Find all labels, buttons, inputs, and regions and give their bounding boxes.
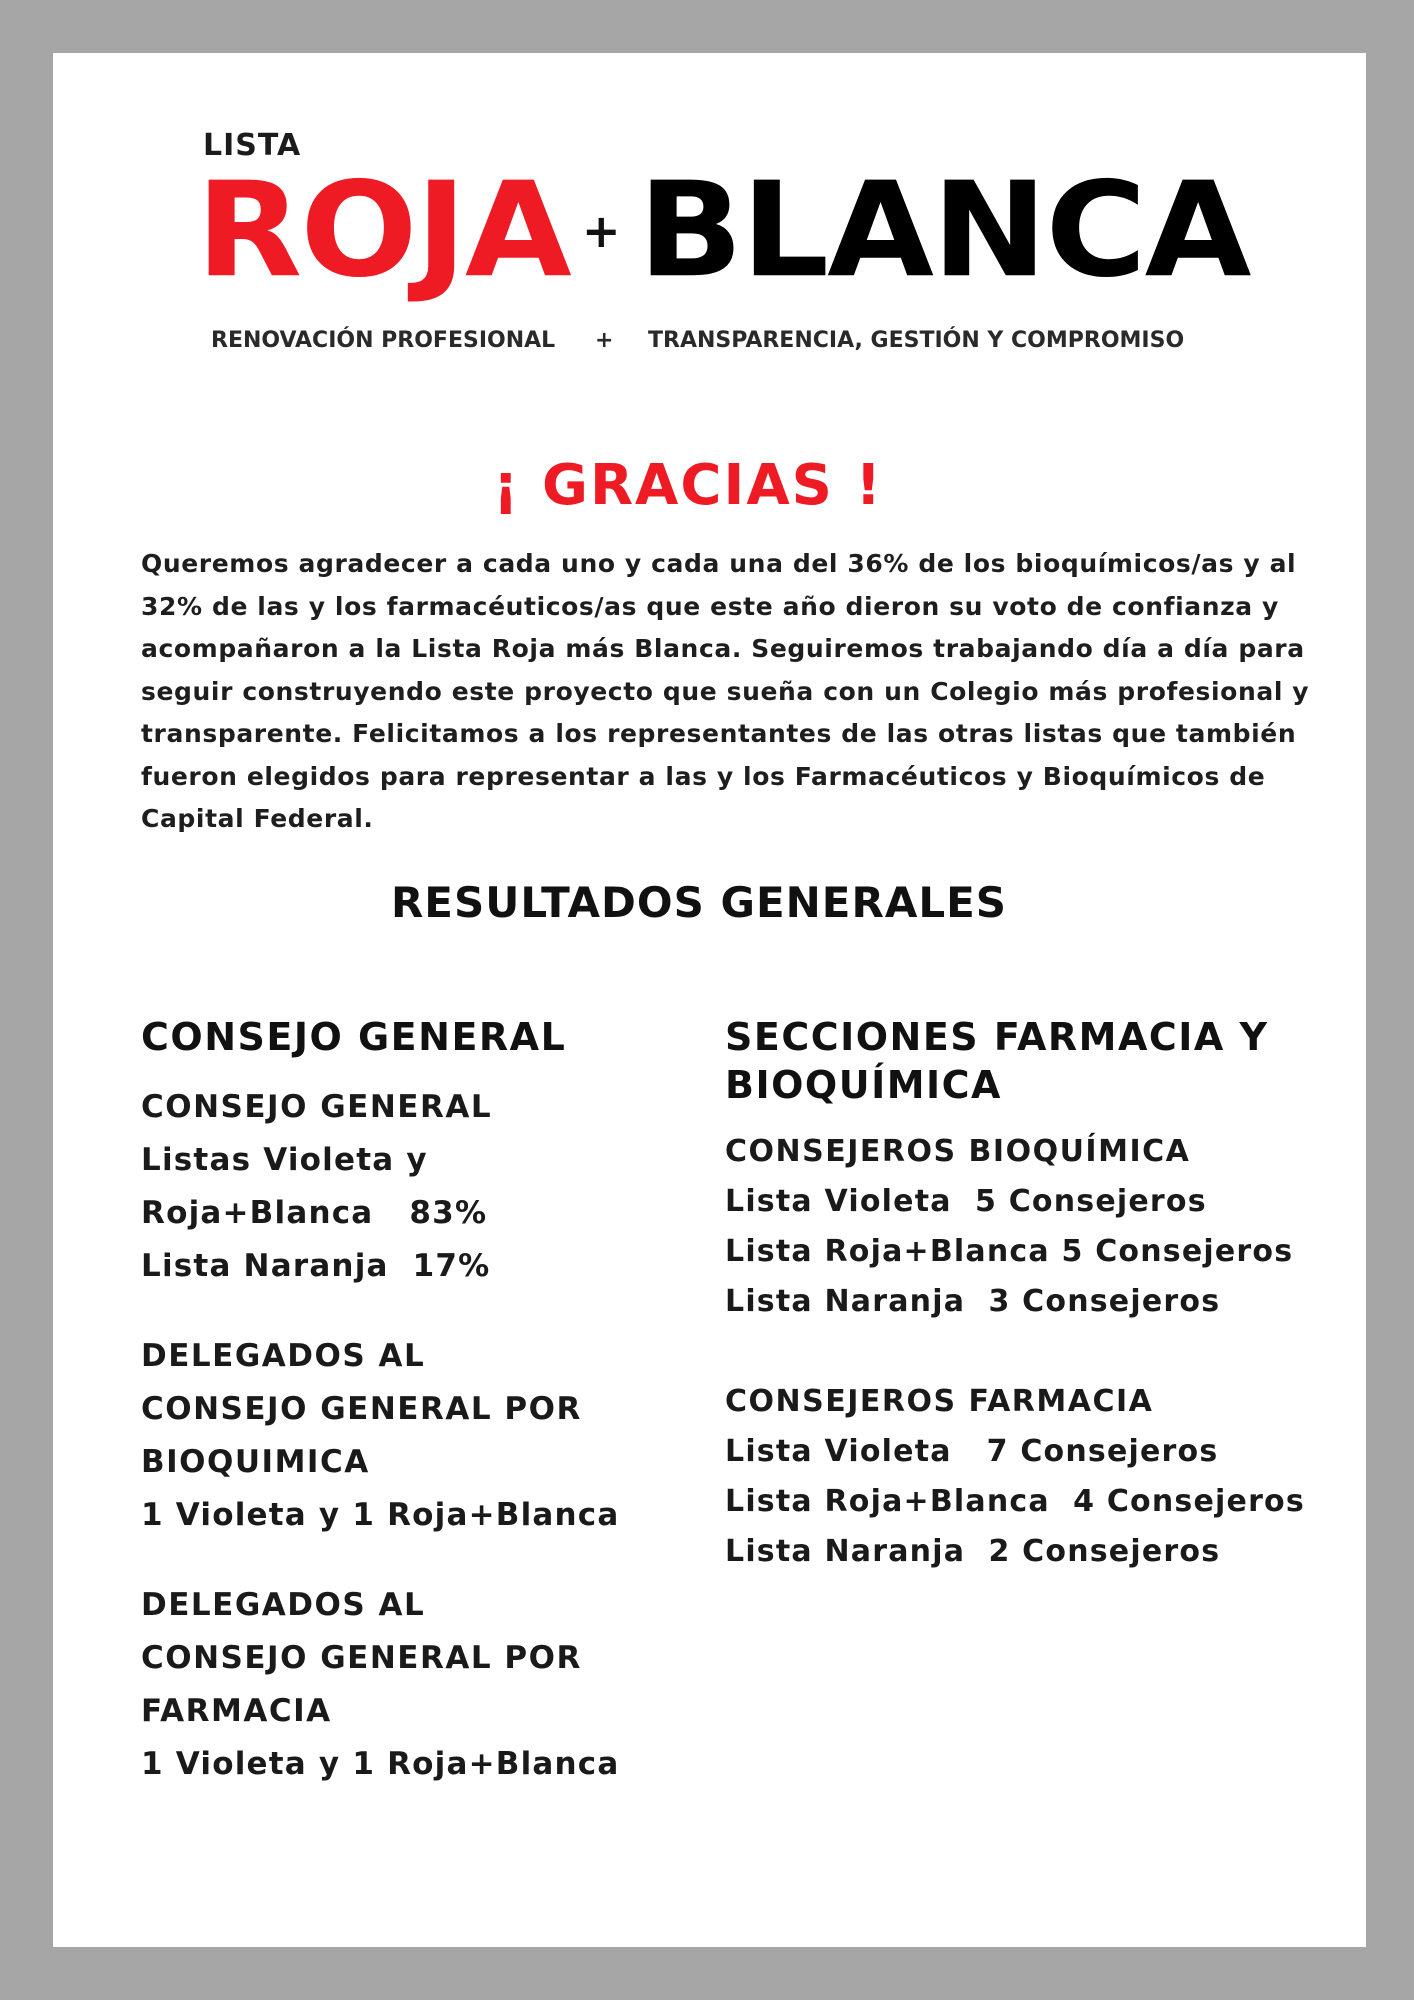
logo-tagline-plus: +: [595, 328, 614, 353]
secciones-heading-line: SECCIONES FARMACIA Y: [725, 1015, 1269, 1059]
gracias-heading: ¡ GRACIAS !: [492, 453, 884, 518]
delegados-farm-result: 1 Violeta y 1 Roja+Blanca: [141, 1746, 620, 1782]
results-title: RESULTADOS GENERALES: [390, 878, 1008, 927]
logo-roja-text: ROJA: [196, 153, 570, 307]
consejeros-bioquimica-heading: CONSEJEROS BIOQUÍMICA: [725, 1134, 1191, 1169]
consejo-result-line: Listas Violeta y: [141, 1142, 428, 1178]
logo-plus-sign: +: [582, 204, 621, 258]
logo-blanca-text: BLANCA: [638, 153, 1250, 307]
consejeros-farmacia-heading: CONSEJEROS FARMACIA: [725, 1384, 1154, 1419]
delegados-farm-heading-line: FARMACIA: [141, 1693, 332, 1729]
consejo-general-subheading: CONSEJO GENERAL: [141, 1089, 493, 1125]
delegados-bio-result: 1 Violeta y 1 Roja+Blanca: [141, 1497, 620, 1533]
consejeros-farmacia-row: Lista Violeta 7 Consejeros: [725, 1434, 1219, 1469]
delegados-bio-heading-line: BIOQUIMICA: [141, 1444, 370, 1480]
consejeros-bioquimica-row: Lista Roja+Blanca 5 Consejeros: [725, 1234, 1294, 1269]
consejo-general-heading: CONSEJO GENERAL: [141, 1015, 567, 1059]
consejo-general-column: [141, 1013, 661, 1791]
consejeros-bioquimica-row: Lista Naranja 3 Consejeros: [725, 1284, 1221, 1319]
delegados-farm-heading-line: DELEGADOS AL: [141, 1587, 426, 1623]
secciones-column: [725, 1013, 1325, 1577]
intro-paragraph: Queremos agradecer a cada uno y cada una del 36% de los bioquímicos/as y al 32% de las y los farmacéuticos/as que este año dieron su voto de confianza y acompañaron a la Lista Roja más Blanca. Seguiremos trabajando día a día para seguir construyendo este proyecto que sueña con un Colegio más profesional y transparente. Felicitamos a los representantes de las otras listas que también fueron elegidos para representar a las y los Farmacéuticos y Bioquímicos de Capital Federal.: [141, 549, 1310, 833]
consejo-result-line: Lista Naranja 17%: [141, 1248, 491, 1284]
consejo-result-line: Roja+Blanca 83%: [141, 1195, 488, 1231]
logo-tagline-right: TRANSPARENCIA, GESTIÓN Y COMPROMISO: [648, 328, 1185, 353]
consejeros-farmacia-row: Lista Naranja 2 Consejeros: [725, 1534, 1221, 1569]
logo-lista-text: LISTA: [203, 128, 302, 163]
consejeros-bioquimica-row: Lista Violeta 5 Consejeros: [725, 1184, 1207, 1219]
consejeros-farmacia-row: Lista Roja+Blanca 4 Consejeros: [725, 1484, 1305, 1519]
delegados-farm-heading-line: CONSEJO GENERAL POR: [141, 1640, 582, 1676]
delegados-bio-heading-line: CONSEJO GENERAL POR: [141, 1391, 582, 1427]
logo-tagline-left: RENOVACIÓN PROFESIONAL: [211, 328, 556, 353]
delegados-bio-heading-line: DELEGADOS AL: [141, 1338, 426, 1374]
flyer-sheet: [53, 53, 1366, 1947]
secciones-heading-line: BIOQUÍMICA: [725, 1063, 1002, 1107]
